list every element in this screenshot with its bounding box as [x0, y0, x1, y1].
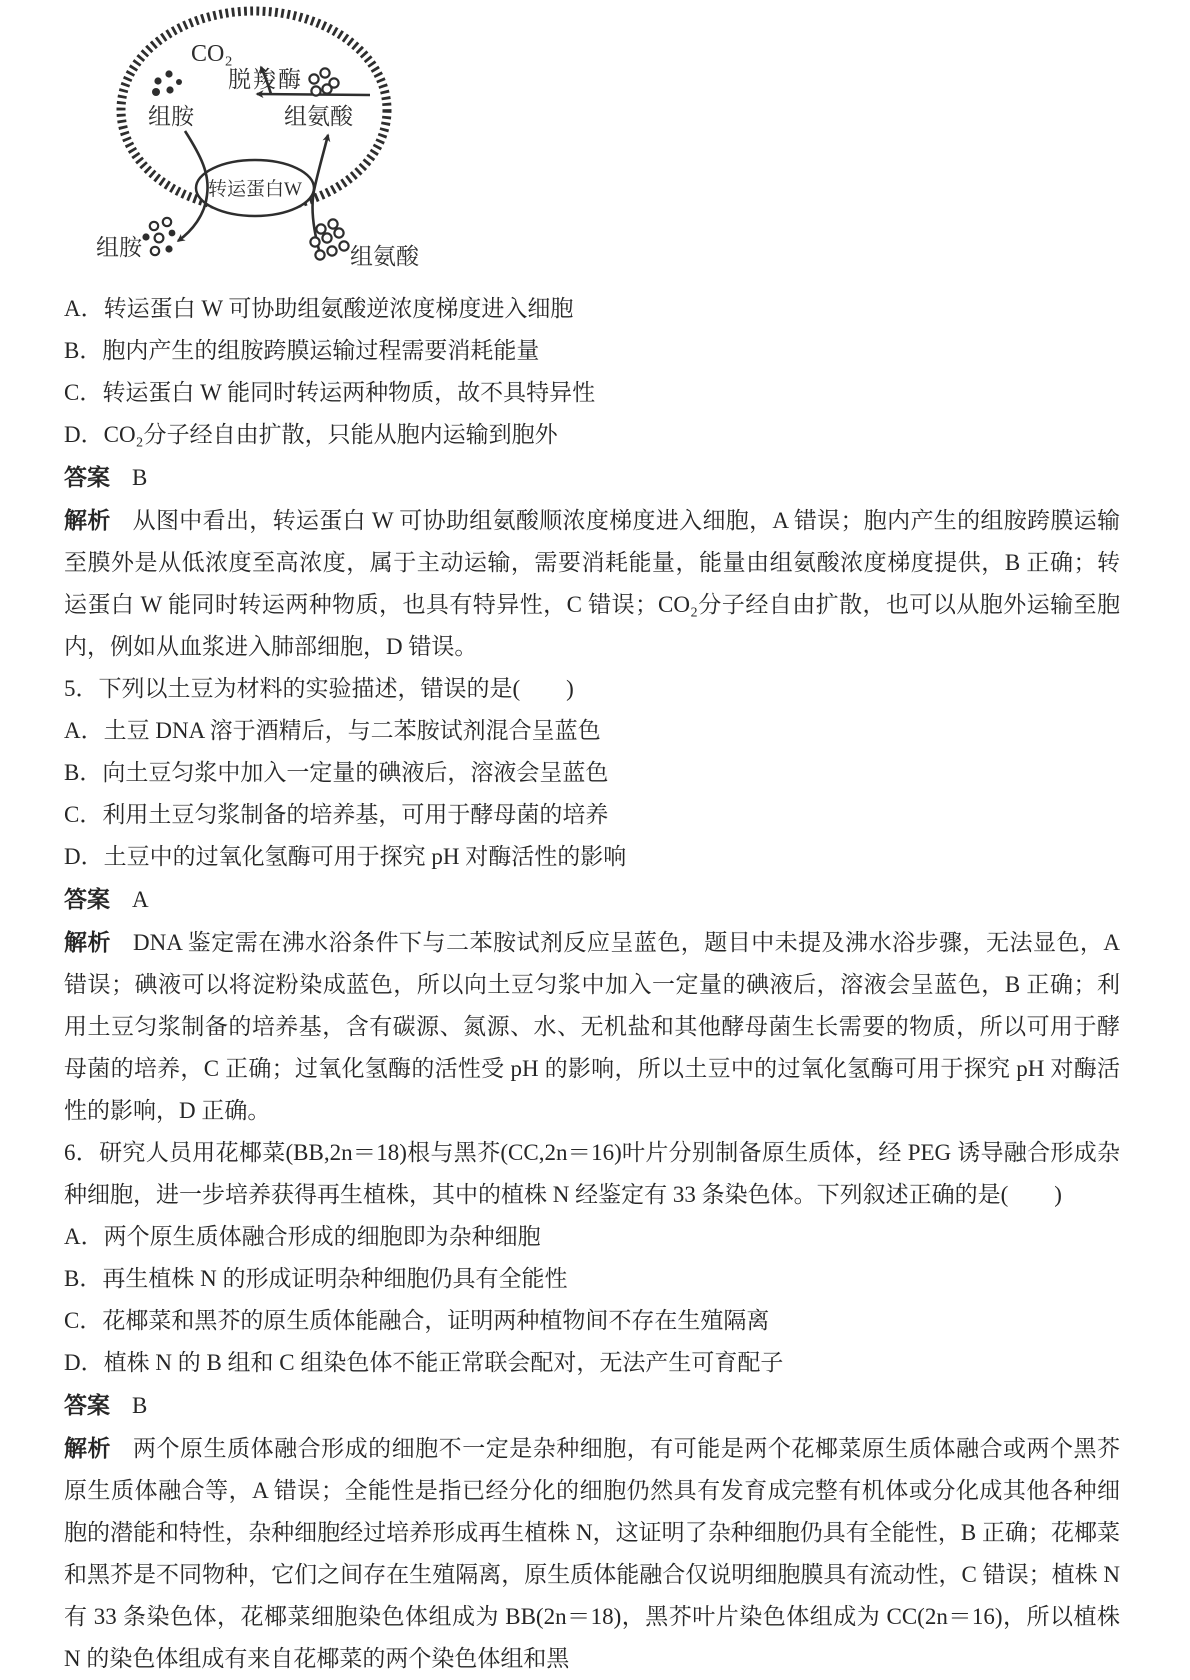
- q5-option-a: A．土豆 DNA 溶于酒精后，与二苯胺试剂混合呈蓝色: [64, 718, 601, 743]
- co2-label: CO₂: [191, 41, 233, 67]
- q6-option-b: B．再生植株 N 的形成证明杂种细胞仍具有全能性: [64, 1266, 568, 1291]
- q6-answer-line: [64, 1384, 1120, 1427]
- histamine-dots-outside: [142, 218, 175, 255]
- q6-analysis-label: 解析: [64, 1435, 112, 1461]
- q4-analysis: [64, 499, 1120, 668]
- q6-answer-label: 答案: [64, 1392, 110, 1418]
- q6-analysis-text: 两个原生质体融合形成的细胞不一定是杂种细胞，有可能是两个花椰菜原生质体融合或两个黑芥原生质体融合等，A 错误；全能性是指已经分化的细胞仍然具有发育成完整有机体或分化成其他各种细胞的潜能和特性，杂种细胞经过培养形成再生植株 N，这证明了杂种细胞仍具有全能性，B 正确；花椰菜和黑芥是不同物种，它们之间存在生殖隔离，原生质体能融合仅说明细胞膜具有流动性，C 错误；植株 N 有 33 条染色体，花椰菜细胞染色体组成为 BB(2n＝18)，黑芥叶片染色体组成为 CC(2n＝16)，所以植株 N 的染色体组成有来自花椰菜的两个染色体组和黑: [64, 1436, 1121, 1671]
- q5-option-b: B．向土豆匀浆中加入一定量的碘液后，溶液会呈蓝色: [64, 760, 609, 785]
- histidine-circles-inside: [309, 68, 338, 95]
- q5-analysis: [64, 921, 1120, 1132]
- histamine-outside-label: 组胺: [96, 235, 142, 260]
- q6-analysis: [64, 1427, 1120, 1680]
- q5-analysis-label: 解析: [64, 929, 111, 955]
- q4-answer-label: 答案: [64, 464, 110, 490]
- q4-option-a: A．转运蛋白 W 可协助组氨酸逆浓度梯度进入细胞: [64, 296, 574, 321]
- document-body: [64, 288, 1120, 1680]
- q5-option-d: D．土豆中的过氧化氢酶可用于探究 pH 对酶活性的影响: [64, 844, 627, 869]
- q4-analysis-text: 从图中看出，转运蛋白 W 可协助组氨酸顺浓度梯度进入细胞，A 错误；胞内产生的组胺跨膜运输至膜外是从低浓度至高浓度，属于主动运输，需要消耗能量，能量由组氨酸浓度梯度提供，B 正确；转运蛋白 W 能同时转运两种物质，也具有特异性，C 错误；CO₂分子经自由扩散，也可以从胞外运输至胞内，例如从血浆进入肺部细胞，D 错误。: [64, 508, 1121, 659]
- q6-option-c: C．花椰菜和黑芥的原生质体能融合，证明两种植物间不存在生殖隔离: [64, 1308, 770, 1333]
- cell-transport-diagram: [58, 4, 450, 280]
- q5-analysis-text: DNA 鉴定需在沸水浴条件下与二苯胺试剂反应呈蓝色，题目中未提及沸水浴步骤，无法显色，A 错误；碘液可以将淀粉染成蓝色，所以向土豆匀浆中加入一定量的碘液后，溶液会呈蓝色，B 正确；利用土豆匀浆制备的培养基，含有碳源、氮源、水、无机盐和其他酵母菌生长需要的物质，所以可用于酵母菌的培养，C 正确；过氧化氢酶的活性受 pH 的影响，所以土豆中的过氧化氢酶可用于探究 pH 对酶活性的影响，D 正确。: [64, 930, 1121, 1123]
- q6-option-a: A．两个原生质体融合形成的细胞即为杂种细胞: [64, 1224, 541, 1249]
- q6-answer-value: B: [132, 1393, 148, 1418]
- q4-option-b: B．胞内产生的组胺跨膜运输过程需要消耗能量: [64, 338, 540, 363]
- q4-option-d: D．CO₂分子经自由扩散，只能从胞内运输到胞外: [64, 422, 558, 447]
- histamine-dots-inside: [152, 70, 182, 96]
- histidine-circles-outside: [310, 219, 348, 259]
- enzyme-label: 脱羧酶: [228, 67, 303, 92]
- histamine-inside-label: 组胺: [148, 104, 194, 129]
- q4-answer-line: [64, 456, 1120, 499]
- q5-answer-value: A: [132, 887, 150, 912]
- q6-stem: 6．研究人员用花椰菜(BB,2n＝18)根与黑芥(CC,2n＝16)叶片分别制备原生质体，经 PEG 诱导融合形成杂种细胞，进一步培养获得再生植株，其中的植株 N 经鉴定有 33 条染色体。下列叙述正确的是( ): [64, 1140, 1120, 1207]
- histidine-inside-label: 组氨酸: [284, 104, 353, 129]
- q5-stem: 5．下列以土豆为材料的实验描述，错误的是( ): [64, 676, 574, 701]
- q6-option-d: D．植株 N 的 B 组和 C 组染色体不能正常联会配对，无法产生可育配子: [64, 1350, 784, 1375]
- q5-answer-line: [64, 878, 1120, 921]
- q4-analysis-label: 解析: [64, 507, 111, 533]
- q5-answer-label: 答案: [64, 886, 110, 912]
- q4-answer-value: B: [132, 465, 148, 490]
- q4-option-c: C．转运蛋白 W 能同时转运两种物质，故不具特异性: [64, 380, 596, 405]
- q5-option-c: C．利用土豆匀浆制备的培养基，可用于酵母菌的培养: [64, 802, 609, 827]
- histidine-outside-label: 组氨酸: [350, 244, 419, 269]
- transporter-label: 转运蛋白W: [208, 179, 302, 200]
